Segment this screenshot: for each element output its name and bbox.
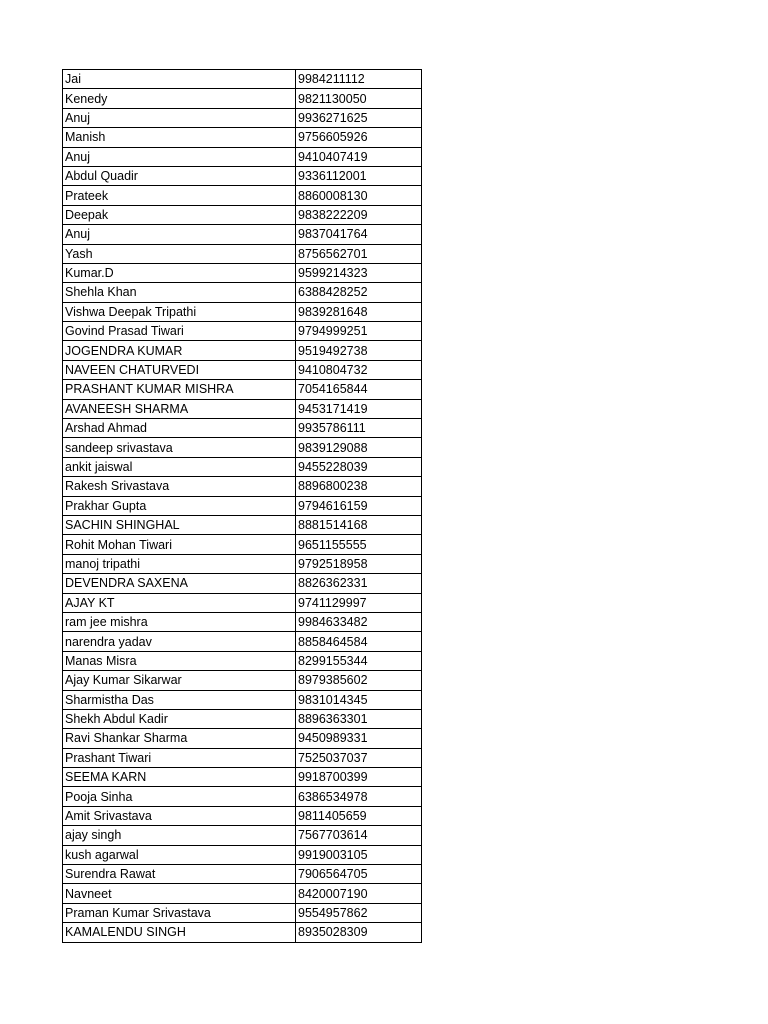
- contact-name-cell: Prateek: [63, 186, 296, 205]
- contact-name-cell: Anuj: [63, 108, 296, 127]
- table-row: [63, 147, 422, 166]
- table-row: [63, 399, 422, 418]
- contact-name-cell: ankit jaiswal: [63, 457, 296, 476]
- contact-phone-cell: 9756605926: [296, 128, 422, 147]
- table-row: [63, 884, 422, 903]
- contact-name-cell: Vishwa Deepak Tripathi: [63, 302, 296, 321]
- table-row: [63, 186, 422, 205]
- contact-name-cell: Anuj: [63, 147, 296, 166]
- table-row: [63, 768, 422, 787]
- contact-phone-cell: 8979385602: [296, 671, 422, 690]
- contact-name-cell: Prashant Tiwari: [63, 748, 296, 767]
- table-row: [63, 302, 422, 321]
- contact-name-cell: Manas Misra: [63, 651, 296, 670]
- contact-name-cell: Ajay Kumar Sikarwar: [63, 671, 296, 690]
- contact-name-cell: Manish: [63, 128, 296, 147]
- table-row: [63, 806, 422, 825]
- contact-name-cell: kush agarwal: [63, 845, 296, 864]
- contact-phone-cell: 9831014345: [296, 690, 422, 709]
- table-row: [63, 322, 422, 341]
- contact-phone-cell: 8860008130: [296, 186, 422, 205]
- contact-phone-cell: 9794999251: [296, 322, 422, 341]
- table-row: [63, 787, 422, 806]
- table-row: [63, 166, 422, 185]
- table-row: [63, 419, 422, 438]
- contact-name-cell: Pooja Sinha: [63, 787, 296, 806]
- table-row: [63, 244, 422, 263]
- contact-name-cell: Prakhar Gupta: [63, 496, 296, 515]
- contact-name-cell: manoj tripathi: [63, 554, 296, 573]
- contact-name-cell: AVANEESH SHARMA: [63, 399, 296, 418]
- contact-phone-cell: 9519492738: [296, 341, 422, 360]
- contact-name-cell: Navneet: [63, 884, 296, 903]
- table-row: [63, 360, 422, 379]
- contact-name-cell: Kenedy: [63, 89, 296, 108]
- contact-phone-cell: 8881514168: [296, 515, 422, 534]
- contact-phone-cell: 9811405659: [296, 806, 422, 825]
- contact-phone-cell: 7906564705: [296, 865, 422, 884]
- contact-name-cell: Kumar.D: [63, 263, 296, 282]
- table-row: [63, 845, 422, 864]
- contact-phone-cell: 9741129997: [296, 593, 422, 612]
- contact-phone-cell: 7054165844: [296, 380, 422, 399]
- contact-phone-cell: 8896800238: [296, 477, 422, 496]
- table-row: [63, 923, 422, 942]
- contact-phone-cell: 9410804732: [296, 360, 422, 379]
- contact-phone-cell: 9936271625: [296, 108, 422, 127]
- contact-phone-cell: 7525037037: [296, 748, 422, 767]
- table-row: [63, 89, 422, 108]
- table-row: [63, 70, 422, 89]
- contact-phone-cell: 8935028309: [296, 923, 422, 942]
- contact-phone-cell: 8896363301: [296, 709, 422, 728]
- contact-phone-cell: 8420007190: [296, 884, 422, 903]
- contact-name-cell: Amit Srivastava: [63, 806, 296, 825]
- table-row: [63, 651, 422, 670]
- contact-name-cell: Deepak: [63, 205, 296, 224]
- contact-phone-cell: 9455228039: [296, 457, 422, 476]
- contact-name-cell: Abdul Quadir: [63, 166, 296, 185]
- table-row: [63, 380, 422, 399]
- contact-name-cell: Jai: [63, 70, 296, 89]
- contact-name-cell: DEVENDRA SAXENA: [63, 574, 296, 593]
- table-row: [63, 748, 422, 767]
- table-row: [63, 632, 422, 651]
- contact-name-cell: ajay singh: [63, 826, 296, 845]
- table-row: [63, 709, 422, 728]
- contact-name-cell: Ravi Shankar Sharma: [63, 729, 296, 748]
- contact-name-cell: ram jee mishra: [63, 612, 296, 631]
- contact-phone-cell: 9984633482: [296, 612, 422, 631]
- contact-phone-cell: 9821130050: [296, 89, 422, 108]
- contact-name-cell: AJAY KT: [63, 593, 296, 612]
- contact-phone-cell: 9450989331: [296, 729, 422, 748]
- contact-name-cell: Sharmistha Das: [63, 690, 296, 709]
- contact-phone-cell: 9837041764: [296, 225, 422, 244]
- contact-phone-cell: 8756562701: [296, 244, 422, 263]
- contact-name-cell: JOGENDRA KUMAR: [63, 341, 296, 360]
- table-row: [63, 341, 422, 360]
- contact-phone-cell: 7567703614: [296, 826, 422, 845]
- contact-phone-cell: 9336112001: [296, 166, 422, 185]
- contact-phone-cell: 8299155344: [296, 651, 422, 670]
- contact-phone-cell: 9839129088: [296, 438, 422, 457]
- table-row: [63, 225, 422, 244]
- table-row: [63, 729, 422, 748]
- table-row: [63, 108, 422, 127]
- contact-name-cell: SEEMA KARN: [63, 768, 296, 787]
- contact-name-cell: PRASHANT KUMAR MISHRA: [63, 380, 296, 399]
- contact-name-cell: Rakesh Srivastava: [63, 477, 296, 496]
- contact-name-cell: SACHIN SHINGHAL: [63, 515, 296, 534]
- contact-name-cell: KAMALENDU SINGH: [63, 923, 296, 942]
- table-row: [63, 671, 422, 690]
- contact-phone-cell: 9839281648: [296, 302, 422, 321]
- table-row: [63, 263, 422, 282]
- table-row: [63, 438, 422, 457]
- contact-name-cell: Praman Kumar Srivastava: [63, 903, 296, 922]
- contact-phone-cell: 9651155555: [296, 535, 422, 554]
- table-row: [63, 283, 422, 302]
- table-row: [63, 690, 422, 709]
- contact-phone-cell: 9794616159: [296, 496, 422, 515]
- contact-phone-cell: 9453171419: [296, 399, 422, 418]
- table-row: [63, 826, 422, 845]
- contact-phone-cell: 9935786111: [296, 419, 422, 438]
- contact-name-cell: Rohit Mohan Tiwari: [63, 535, 296, 554]
- table-row: [63, 593, 422, 612]
- contact-name-cell: Govind Prasad Tiwari: [63, 322, 296, 341]
- contact-name-cell: Anuj: [63, 225, 296, 244]
- contact-table: [62, 69, 422, 943]
- contact-table-body: [63, 70, 422, 943]
- contact-name-cell: Surendra Rawat: [63, 865, 296, 884]
- table-row: [63, 457, 422, 476]
- table-row: [63, 535, 422, 554]
- contact-name-cell: narendra yadav: [63, 632, 296, 651]
- contact-phone-cell: 9984211112: [296, 70, 422, 89]
- contact-name-cell: sandeep srivastava: [63, 438, 296, 457]
- contact-phone-cell: 9599214323: [296, 263, 422, 282]
- table-row: [63, 612, 422, 631]
- contact-name-cell: NAVEEN CHATURVEDI: [63, 360, 296, 379]
- contact-name-cell: Shekh Abdul Kadir: [63, 709, 296, 728]
- table-row: [63, 205, 422, 224]
- contact-phone-cell: 6386534978: [296, 787, 422, 806]
- contact-name-cell: Arshad Ahmad: [63, 419, 296, 438]
- contact-name-cell: Shehla Khan: [63, 283, 296, 302]
- table-row: [63, 903, 422, 922]
- table-row: [63, 128, 422, 147]
- contact-name-cell: Yash: [63, 244, 296, 263]
- contact-phone-cell: 9410407419: [296, 147, 422, 166]
- table-row: [63, 477, 422, 496]
- contact-phone-cell: 8826362331: [296, 574, 422, 593]
- contact-phone-cell: 9838222209: [296, 205, 422, 224]
- table-row: [63, 515, 422, 534]
- contact-phone-cell: 9918700399: [296, 768, 422, 787]
- contact-phone-cell: 9792518958: [296, 554, 422, 573]
- contact-phone-cell: 6388428252: [296, 283, 422, 302]
- table-row: [63, 574, 422, 593]
- contact-phone-cell: 9554957862: [296, 903, 422, 922]
- table-row: [63, 496, 422, 515]
- contact-phone-cell: 9919003105: [296, 845, 422, 864]
- table-row: [63, 865, 422, 884]
- table-row: [63, 554, 422, 573]
- contact-phone-cell: 8858464584: [296, 632, 422, 651]
